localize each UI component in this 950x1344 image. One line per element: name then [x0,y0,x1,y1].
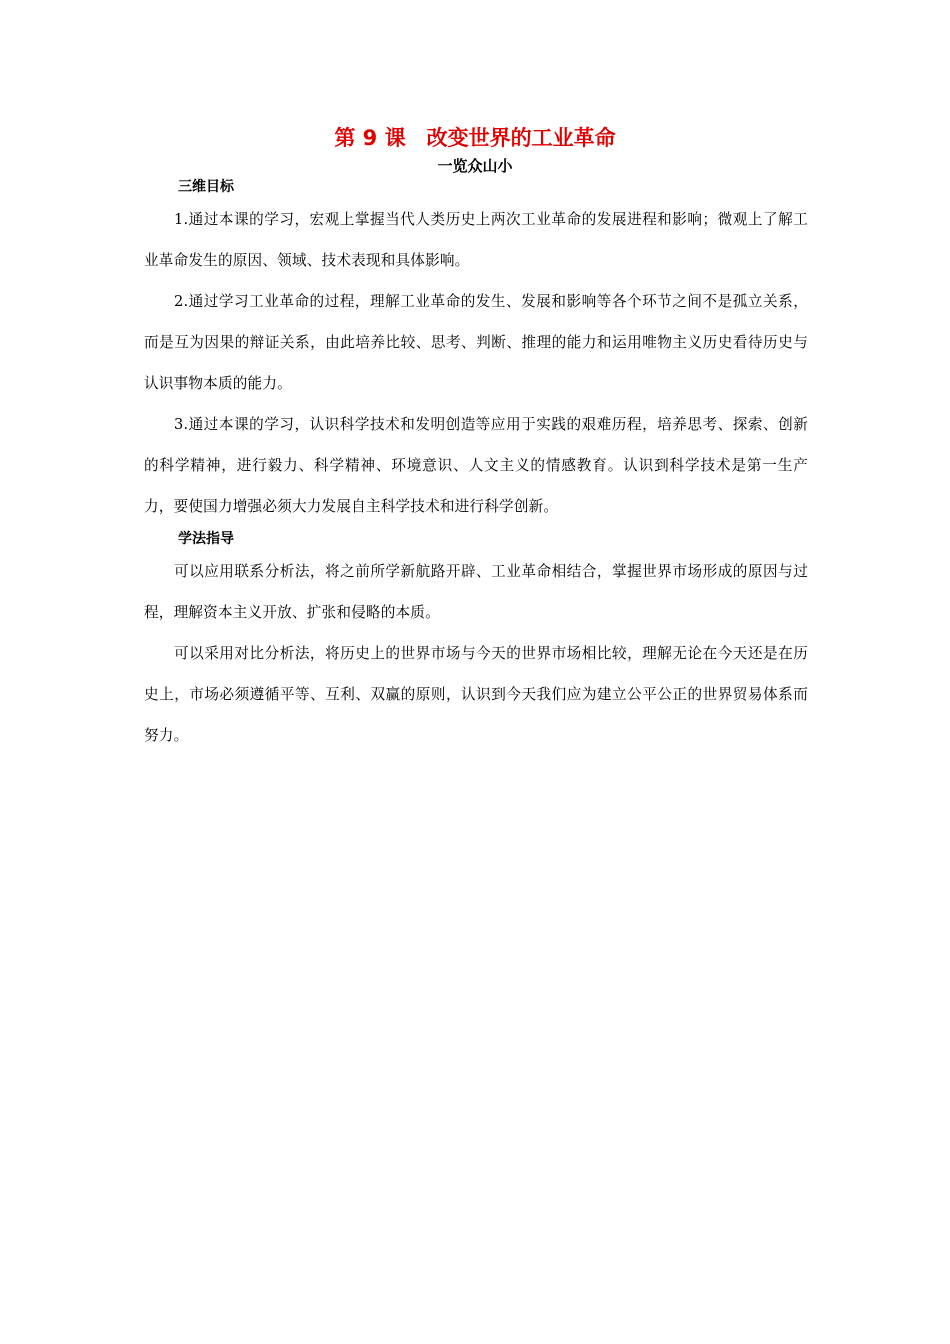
paragraph: 可以采用对比分析法，将历史上的世界市场与今天的世界市场相比较，理解无论在今天还是在历史上，市场必须遵循平等、互利、双赢的原则，认识到今天我们应为建立公平公正的世界贸易体系而努力。 [144,645,808,744]
paragraph: 3.通过本课的学习，认识科学技术和发明创造等应用于实践的艰难历程，培养思考、探索、创新的科学精神，进行毅力、科学精神、环境意识、人文主义的情感教育。认识到科学技术是第一生产力，要使国力增强必须大力发展自主科学技术和进行科学创新。 [144,416,808,515]
paragraph: 1.通过本课的学习，宏观上掌握当代人类历史上两次工业革命的发展进程和影响；微观上了解工业革命发生的原因、领域、技术表现和具体影响。 [144,211,808,269]
section-heading-study-method: 学法指导 [178,531,234,547]
page-subtitle: 一览众山小 [437,157,513,175]
paragraph: 2.通过学习工业革命的过程，理解工业革命的发生、发展和影响等各个环节之间不是孤立关系，而是互为因果的辩证关系，由此培养比较、思考、判断、推理的能力和运用唯物主义历史看待历史与认识事物本质的能力。 [144,293,808,392]
paragraph: 可以应用联系分析法，将之前所学新航路开辟、工业革命相结合，掌握世界市场形成的原因与过程，理解资本主义开放、扩张和侵略的本质。 [144,563,808,621]
document-body [144,175,808,756]
section-heading-objectives: 三维目标 [178,179,234,195]
page-title: 第 9 课 改变世界的工业革命 [334,126,616,150]
